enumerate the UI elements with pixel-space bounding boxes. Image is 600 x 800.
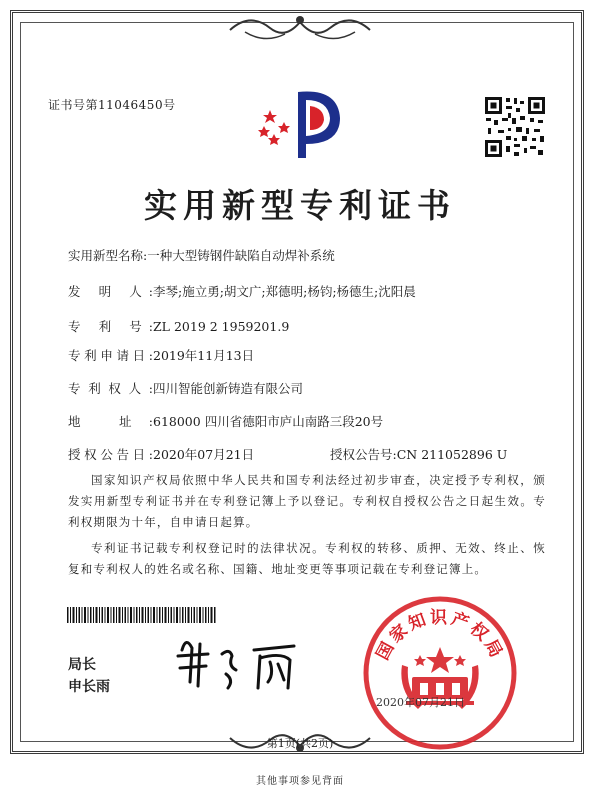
field-inventors — [68, 282, 416, 300]
field-filing-date — [68, 346, 254, 364]
field-label: 授权公告日: — [68, 447, 153, 462]
field-label: 专利申请日: — [68, 348, 153, 363]
field-patentee — [68, 379, 303, 397]
field-value: ZL 2019 2 1959201.9 — [153, 319, 290, 334]
field-value: CN 211052896 U — [396, 447, 508, 462]
field-value: 一种大型铸钢件缺陷自动焊补系统 — [147, 248, 335, 263]
official-seal-icon — [362, 595, 518, 751]
field-address — [68, 412, 383, 430]
footer-note: 其他事项参见背面 — [256, 776, 344, 787]
qr-code-icon — [484, 96, 546, 158]
field-value: 2020年07月21日 — [153, 447, 255, 462]
legal-paragraph-register: 专利证书记载专利权登记时的法律状况。专利权的转移、质押、无效、终止、恢复和专利权人的姓名或名称、国籍、地址变更等事项记载在专利登记簿上。 — [68, 541, 546, 576]
field-label: 专 利 号: — [68, 319, 153, 334]
certificate-title: 实用新型专利证书 — [144, 186, 456, 225]
signatory-title: 局长 — [68, 657, 96, 673]
certificate-number: 证书号第11046450号 — [48, 98, 176, 112]
page-indicator: 第1页(共2页) — [266, 737, 334, 750]
field-label: 地 址: — [68, 414, 153, 429]
field-patent-number — [68, 317, 289, 335]
field-value: 四川智能创新铸造有限公司 — [153, 381, 304, 396]
field-label: 专利权人: — [68, 381, 153, 396]
cnipa-logo-icon — [258, 82, 346, 162]
field-label: 实用新型名称: — [68, 248, 148, 263]
field-value: 2019年11月13日 — [153, 348, 255, 363]
field-grant-announcement-number — [330, 445, 507, 463]
field-grant-announcement-date — [68, 445, 254, 463]
signatory-name: 申长雨 — [68, 679, 110, 695]
handwritten-signature — [170, 626, 310, 696]
field-value: 李琴;施立勇;胡文广;郑德明;杨钧;杨德生;沈阳晨 — [153, 284, 416, 299]
legal-paragraph-grant: 国家知识产权局依照中华人民共和国专利法经过初步审查，决定授予专利权，颁发实用新型专利证书并在专利登记簿上予以登记。专利权自授权公告之日起生效。专利权期限为十年，自申请日起算。 — [68, 473, 546, 529]
field-value: 618000 四川省德阳市庐山南路三段20号 — [153, 414, 384, 429]
barcode-icon — [67, 607, 217, 623]
field-utility-model-name — [68, 246, 335, 264]
top-ornament — [225, 10, 375, 50]
field-label: 发 明 人: — [68, 284, 153, 299]
seal-date: 2020年07月21日 — [376, 696, 465, 709]
field-label: 授权公告号: — [330, 447, 397, 462]
svg-text:国家知识产权局: 国家知识产权局 — [372, 608, 508, 664]
